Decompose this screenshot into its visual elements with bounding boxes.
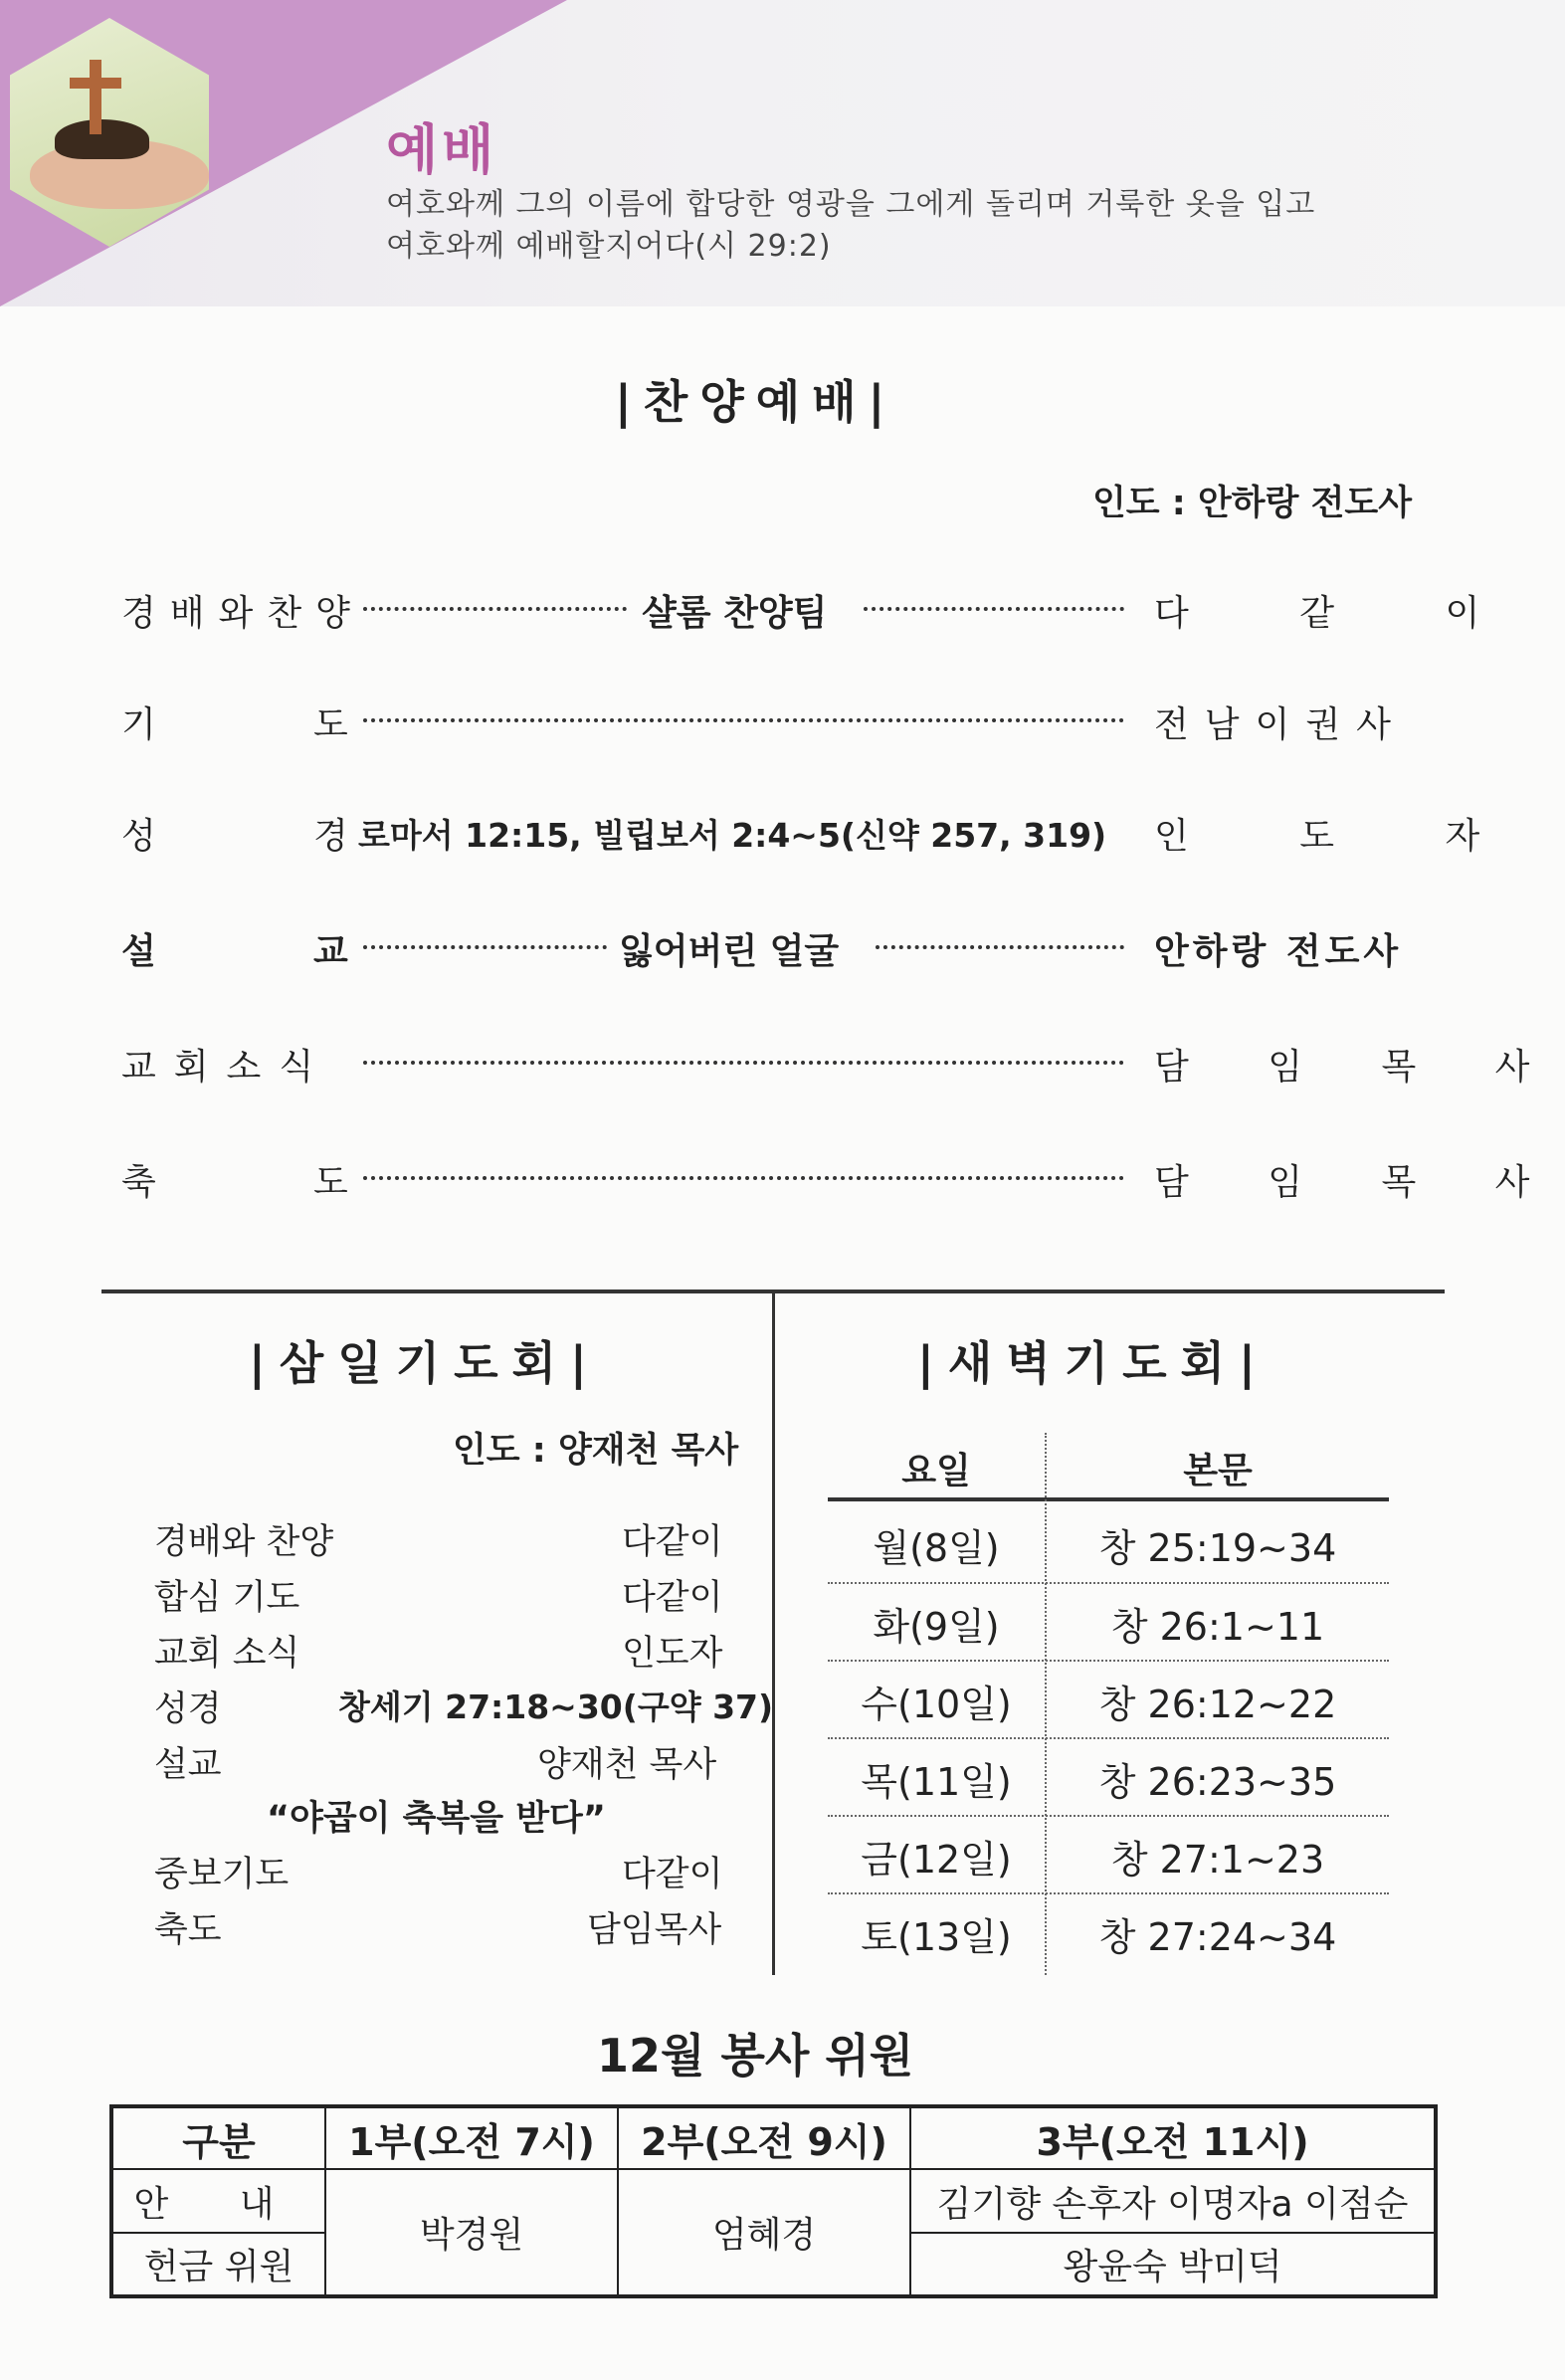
order-label-end: 교 (313, 931, 348, 972)
header-verse-line1: 여호와께 그의 이름에 합당한 영광을 그에게 돌리며 거룩한 옷을 입고 (386, 187, 1316, 222)
dot-leader (864, 607, 1124, 611)
wed-item-value: 다같이 (622, 1855, 723, 1894)
wednesday-leader: 인도 : 양재천 목사 (453, 1431, 739, 1471)
order-label-end: 경 (313, 816, 348, 857)
vol-service1: 박경원 (325, 2169, 618, 2296)
wed-item-value: 담임목사 (587, 1910, 722, 1950)
order-detail: 샬롬 찬양팀 (642, 593, 828, 634)
dawn-title: |새벽기도회| (917, 1336, 1270, 1390)
praise-service-title: |찬양예배| (615, 375, 897, 429)
cross-icon-bar (70, 78, 121, 89)
vol-row-label: 헌금 위원 (111, 2233, 325, 2296)
column-divider (772, 1293, 775, 1975)
vol-row-label: 안 내 (111, 2169, 325, 2233)
scripture-reference: 로마서 12:15, 빌립보서 2:4~5(신약 257, 319) (358, 816, 1107, 855)
dawn-text: 창 25:19~34 (1098, 1526, 1337, 1570)
wed-item-label: 합심 기도 (154, 1578, 300, 1618)
wed-item-value: 다같이 (622, 1522, 723, 1562)
dawn-row-sep (828, 1737, 1389, 1739)
wed-item-label: 축도 (154, 1910, 222, 1950)
vol-header: 구분 (111, 2106, 325, 2169)
wed-item-value: 다같이 (622, 1578, 723, 1618)
vol-header: 2부(오전 9시) (618, 2106, 910, 2169)
wednesday-title: |삼일기도회| (249, 1336, 601, 1390)
dawn-day: 토(13일) (861, 1915, 1012, 1959)
order-label: 경배와찬양 (121, 593, 364, 634)
cross-icon (90, 60, 101, 134)
dawn-col-day: 요일 (901, 1451, 971, 1491)
order-person: 전남이권사 (1154, 704, 1407, 745)
dawn-row-sep (828, 1892, 1389, 1894)
header-verse-line2: 여호와께 예배할지어다(시 29:2) (386, 229, 832, 264)
order-person: 인 도 자 (1154, 816, 1530, 857)
praise-service-leader: 인도 : 안하랑 전도사 (1092, 484, 1413, 523)
wed-item-value: 인도자 (622, 1634, 723, 1674)
order-label: 기 (121, 704, 156, 745)
dawn-row-sep (828, 1582, 1389, 1584)
dawn-header-rule (828, 1497, 1389, 1501)
dawn-text: 창 26:12~22 (1098, 1683, 1337, 1726)
order-label-end: 도 (313, 1162, 348, 1203)
dawn-day: 월(8일) (873, 1526, 1000, 1570)
sermon-title: 잃어버린 얼굴 (619, 931, 840, 972)
dawn-text: 창 27:24~34 (1098, 1915, 1337, 1959)
order-label: 축 (121, 1162, 156, 1203)
wed-item-label: 경배와 찬양 (154, 1522, 334, 1562)
dawn-day: 수(10일) (861, 1683, 1012, 1726)
wed-item-label: 교회 소식 (154, 1634, 300, 1674)
volunteers-title: 12월 봉사 위원 (597, 2029, 914, 2082)
vol-service3-guide: 김기향 손후자 이명자a 이점순 (910, 2169, 1436, 2233)
soil-icon (55, 119, 149, 159)
dot-leader (363, 1061, 1124, 1065)
order-person: 다 같 이 (1154, 593, 1530, 634)
dawn-row-sep (828, 1660, 1389, 1662)
wed-sermon-title: “야곱이 축복을 받다” (267, 1799, 606, 1839)
wed-item-label: 중보기도 (154, 1855, 290, 1894)
dot-leader (363, 607, 627, 611)
volunteers-table (109, 2104, 1438, 2298)
header-title: 예배 (386, 118, 498, 181)
order-label: 교회소식 (121, 1047, 332, 1088)
vol-service3-offering: 왕윤숙 박미덕 (910, 2233, 1436, 2296)
order-label-end: 도 (313, 704, 348, 745)
dawn-day: 금(12일) (861, 1838, 1012, 1882)
dawn-day: 목(11일) (861, 1760, 1012, 1804)
vol-service2: 엄혜경 (618, 2169, 910, 2296)
wed-item-label: 성경 (154, 1689, 222, 1729)
order-person: 담 임 목 사 (1154, 1047, 1564, 1088)
wed-item-value: 양재천 목사 (537, 1745, 717, 1785)
vol-header: 1부(오전 7시) (325, 2106, 618, 2169)
dawn-text: 창 26:1~11 (1110, 1605, 1325, 1649)
wed-item-label: 설교 (154, 1745, 222, 1785)
dawn-day: 화(9일) (873, 1605, 1000, 1649)
wed-scripture: 창세기 27:18~30(구약 37) (338, 1687, 774, 1726)
dawn-row-sep (828, 1815, 1389, 1817)
dawn-text: 창 27:1~23 (1110, 1838, 1325, 1882)
dawn-text: 창 26:23~35 (1098, 1760, 1337, 1804)
order-person: 안하랑 전도사 (1154, 931, 1403, 972)
dot-leader (363, 1176, 1124, 1180)
dawn-col-text: 본문 (1183, 1451, 1253, 1491)
order-label: 성 (121, 816, 156, 857)
order-label: 설 (121, 931, 156, 972)
dot-leader (876, 945, 1124, 949)
dot-leader (363, 945, 607, 949)
dot-leader (363, 718, 1124, 722)
vol-header: 3부(오전 11시) (910, 2106, 1436, 2169)
order-person: 담 임 목 사 (1154, 1162, 1564, 1203)
